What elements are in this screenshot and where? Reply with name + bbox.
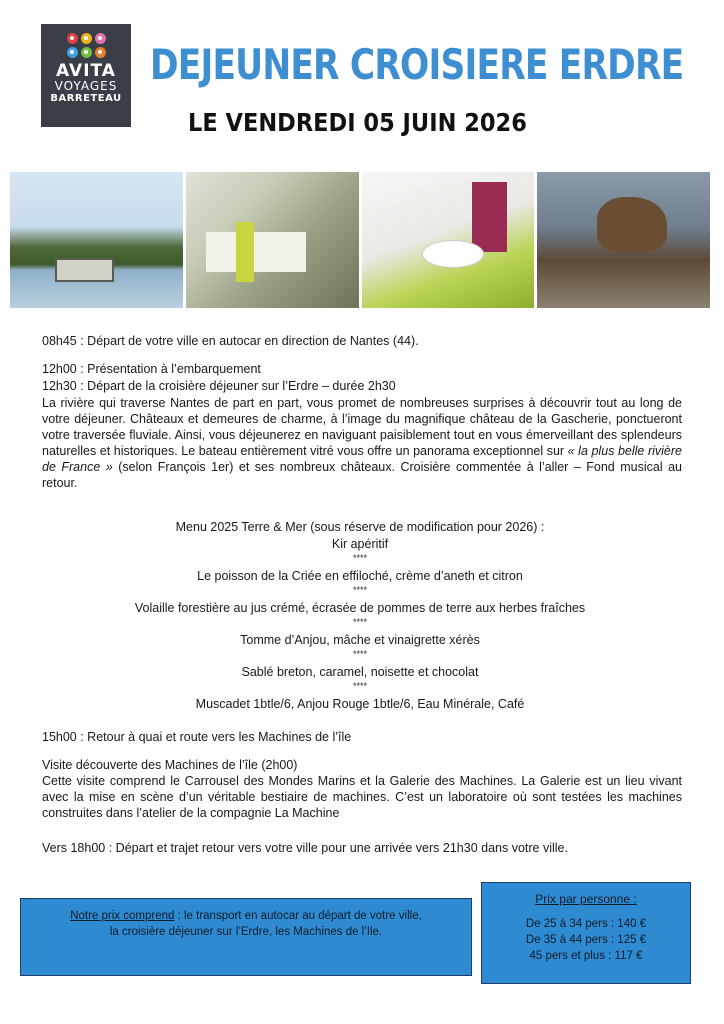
logo-pin-icon: [67, 47, 78, 58]
logo-pin-icon: [81, 33, 92, 44]
price-row: De 35 à 44 pers : 125 €: [525, 934, 647, 946]
schedule-croisiere-title: 12h30 : Départ de la croisière déjeuner sur l’Erdre – durée 2h30: [42, 379, 396, 393]
menu-item: Sablé breton, caramel, noisette et chocolat: [241, 665, 479, 679]
logo-dots-bottom: [41, 47, 131, 58]
price-row: 45 pers et plus : 117 €: [529, 950, 643, 962]
photo-table-setting: [362, 172, 535, 308]
price-per-person-box: [481, 882, 691, 984]
menu-separator: ****: [352, 585, 367, 595]
price-includes-text-2: la croisière déjeuner sur l’Erdre, les Machines de l’Ile.: [109, 926, 383, 938]
schedule-machines-title: Visite découverte des Machines de l’île (2h00): [42, 758, 298, 772]
price-includes-text-1: : le transport en autocar au départ de votre ville,: [174, 910, 422, 922]
schedule-presentation: 12h00 : Présentation à l’embarquement: [42, 362, 261, 376]
page-title: DEJEUNER CROISIERE ERDRE: [150, 40, 684, 89]
menu-title: Menu 2025 Terre & Mer (sous réserve de modification pour 2026) :: [175, 520, 545, 534]
price-title: Prix par personne :: [535, 892, 637, 906]
schedule-retour: Vers 18h00 : Départ et trajet retour vers votre ville pour une arrivée vers 21h30 dans votre ville.: [42, 841, 568, 855]
logo-pin-icon: [95, 33, 106, 44]
logo-brand-barreteau: BARRETEAU: [50, 93, 122, 104]
croisiere-quote: « la plus belle rivière de France »: [42, 444, 682, 474]
logo-brand-voyages: VOYAGES: [54, 79, 118, 93]
price-includes-label: Notre prix comprend: [70, 910, 175, 922]
schedule-depart: 08h45 : Départ de votre ville en autocar en direction de Nantes (44).: [42, 334, 419, 348]
menu-item: Le poisson de la Criée en effiloché, crème d’aneth et citron: [197, 569, 523, 583]
menu-separator: ****: [352, 681, 367, 691]
logo-pin-icon: [95, 47, 106, 58]
event-date: LE VENDREDI 05 JUIN 2026: [188, 108, 527, 137]
logo-pin-icon: [81, 47, 92, 58]
menu-item: Tomme d’Anjou, mâche et vinaigrette xérès: [240, 633, 480, 647]
croisiere-text-1: La rivière qui traverse Nantes de part en part, vous promet de nombreuses surprises à découvrir tout au long de votre déjeuner. Châteaux et demeures de charme, à l’image du magnifique château de la Gascherie, ponctueront votre traversée fluviale. Ainsi, vous déjeunerez en naviguant paisiblement tout en vous émerveillant des splendeurs naturelles et historiques. Le bateau entièrement vitré vous offre un panorama exceptionnel sur: [42, 396, 682, 458]
menu-separator: ****: [352, 649, 367, 659]
machines-description: Cette visite comprend le Carrousel des Mondes Marins et la Galerie des Machines. La Galerie est un lieu vivant avec la mise en scène d’un véritable bestiaire de machines. C’est un laboratoire où sont testées les machines construites dans l’atelier de la compagnie La Machine: [42, 774, 682, 820]
schedule-retour-quai: 15h00 : Retour à quai et route vers les Machines de l’île: [42, 730, 352, 744]
logo-dots-top: [41, 33, 131, 44]
photo-strip: [10, 172, 710, 308]
logo-pin-icon: [67, 33, 78, 44]
menu-item: Muscadet 1btle/6, Anjou Rouge 1btle/6, Eau Minérale, Café: [195, 697, 525, 711]
photo-restaurant-interior: [186, 172, 359, 308]
price-includes-box: [20, 898, 472, 976]
photo-river-boat: [10, 172, 183, 308]
logo-brand-avita: AVITA: [56, 61, 116, 81]
menu-item: Volaille forestière au jus crémé, écrasée de pommes de terre aux herbes fraîches: [134, 601, 586, 615]
croisiere-text-2: (selon François 1er) et ses nombreux châteaux. Croisière commentée à l’aller – Fond musical au retour.: [42, 460, 682, 490]
menu-separator: ****: [352, 617, 367, 627]
menu-item: Kir apéritif: [331, 537, 389, 551]
menu-separator: ****: [352, 553, 367, 563]
photo-machines-elephant: [537, 172, 710, 308]
croisiere-description: [42, 395, 682, 491]
price-row: De 25 à 34 pers : 140 €: [525, 918, 647, 930]
avita-logo: [41, 24, 131, 127]
